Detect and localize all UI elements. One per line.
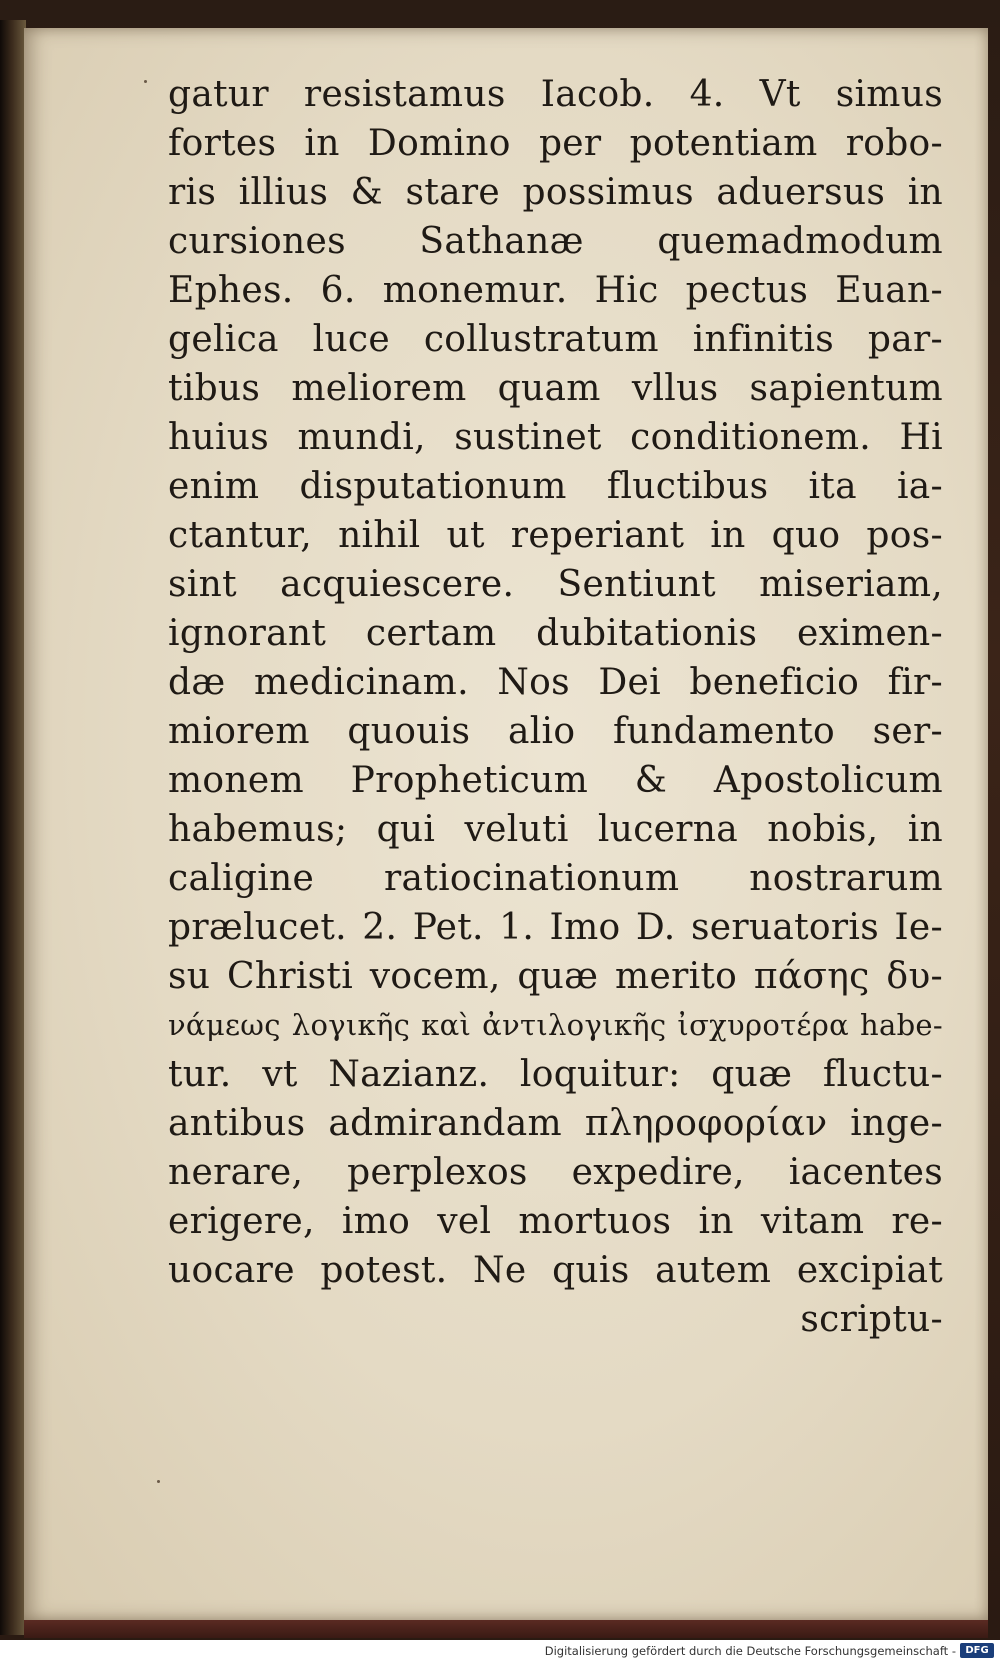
- text-line: habemus; qui veluti lucerna nobis, in: [168, 809, 943, 850]
- text-line: gelica luce collustratum infinitis par-: [168, 319, 943, 360]
- text-line: ctantur, nihil ut reperiant in quo pos-: [168, 515, 943, 556]
- text-line: ignorant certam dubitationis eximen-: [168, 613, 943, 654]
- paper-speck: [157, 1480, 160, 1483]
- funding-credit: Digitalisierung gefördert durch die Deutsche Forschungsgemeinschaft -: [544, 1644, 956, 1658]
- text-line: dæ medicinam. Nos Dei beneficio fir-: [168, 662, 943, 703]
- text-line: antibus admirandam πληροφορίαν inge-: [168, 1103, 943, 1144]
- text-line: sint acquiescere. Sentiunt miseriam,: [168, 564, 943, 605]
- page-text: [168, 70, 943, 1344]
- text-line: ris illius & stare possimus aduersus in: [168, 172, 943, 213]
- book-spine: [0, 20, 26, 1635]
- text-line: tur. vt Nazianz. loquitur: quæ fluctu-: [168, 1054, 943, 1095]
- text-line: nerare, perplexos expedire, iacentes: [168, 1152, 943, 1193]
- text-line: fortes in Domino per potentiam robo-: [168, 123, 943, 164]
- text-line: huius mundi, sustinet conditionem. Hi: [168, 417, 943, 458]
- text-line: prælucet. 2. Pet. 1. Imo D. seruatoris Ie-: [168, 907, 943, 948]
- text-line: su Christi vocem, quæ merito πάσης δυ-: [168, 956, 943, 997]
- text-line: enim disputationum fluctibus ita ia-: [168, 466, 943, 507]
- text-line: cursiones Sathanæ quemadmodum: [168, 221, 943, 262]
- page-bottom-edge: [24, 1620, 988, 1638]
- footer-bar: [0, 1640, 1000, 1663]
- dfg-logo: DFG: [960, 1643, 994, 1658]
- text-line: caligine ratiocinationum nostrarum: [168, 858, 943, 899]
- text-line: erigere, imo vel mortuos in vitam re-: [168, 1201, 943, 1242]
- text-line: monem Propheticum & Apostolicum: [168, 760, 943, 801]
- text-line: miorem quouis alio fundamento ser-: [168, 711, 943, 752]
- text-line: νάμεως λογικῆς καὶ ἀντιλογικῆς ἰσχυροτέρα habe-: [168, 1008, 943, 1042]
- text-line: uocare potest. Ne quis autem excipiat: [168, 1250, 943, 1291]
- paper-speck: [144, 80, 147, 83]
- text-line: Ephes. 6. monemur. Hic pectus Euan-: [168, 270, 943, 311]
- catchword: scriptu-: [800, 1299, 943, 1340]
- text-line: gatur resistamus Iacob. 4. Vt simus: [168, 74, 943, 115]
- text-line: tibus meliorem quam vllus sapientum: [168, 368, 943, 409]
